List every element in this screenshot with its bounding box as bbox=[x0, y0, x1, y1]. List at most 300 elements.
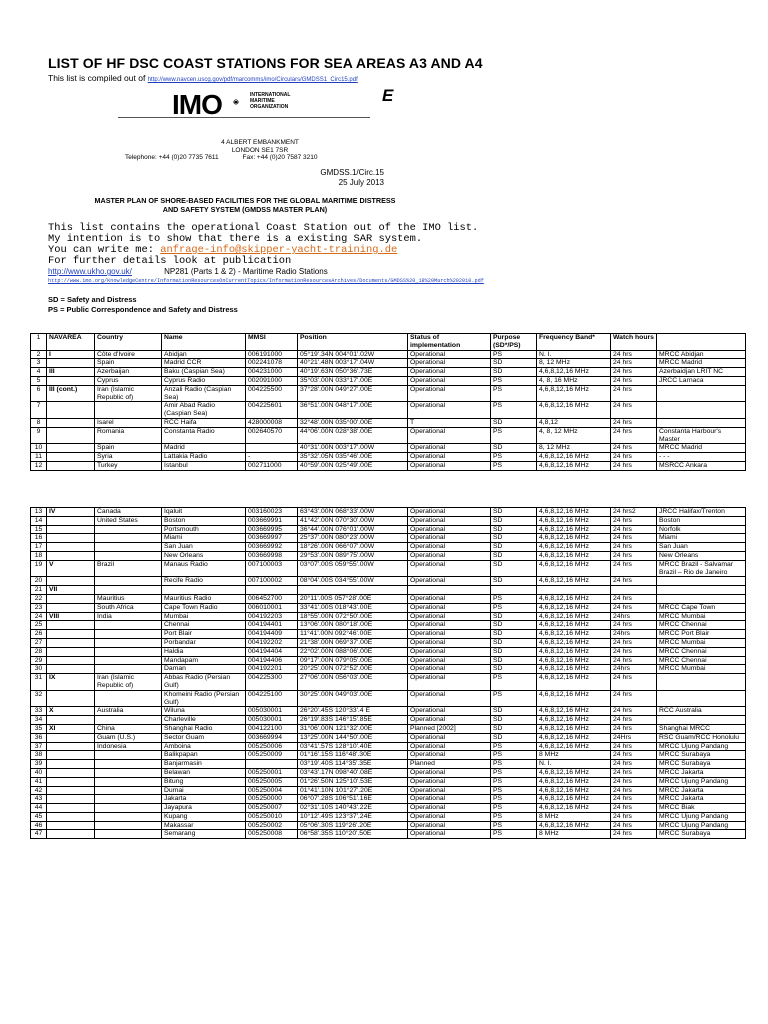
table-row bbox=[31, 777, 746, 786]
table-cell: 007100003 bbox=[246, 560, 298, 577]
table-cell bbox=[47, 760, 95, 769]
table-cell bbox=[47, 812, 95, 821]
table-cell bbox=[246, 760, 298, 769]
table-cell: 4,6,8,12,16 MHz bbox=[537, 453, 611, 462]
table-row bbox=[31, 716, 746, 725]
table-cell: 45 bbox=[31, 812, 47, 821]
language-marker: E bbox=[382, 86, 394, 105]
table-cell: Operational bbox=[408, 647, 491, 656]
table-cell bbox=[47, 786, 95, 795]
table-cell: SD bbox=[491, 444, 537, 453]
table-cell: Cyprus Radio bbox=[162, 376, 246, 385]
table-cell: 25°37'.00N 080°23'.00W bbox=[298, 534, 408, 543]
table-cell: 06°58'.35S 110°20'.50E bbox=[298, 830, 408, 839]
header-divider bbox=[118, 117, 370, 118]
table-cell: 30°25'.00N 049°03'.00E bbox=[298, 690, 408, 707]
table-cell: JRCC Halifax/Trenton bbox=[657, 508, 746, 517]
table-cell bbox=[47, 638, 95, 647]
table-cell bbox=[611, 586, 657, 595]
table-cell: RCC Australia bbox=[657, 707, 746, 716]
table-cell: Banjarmasin bbox=[162, 760, 246, 769]
table-cell: 005250009 bbox=[246, 751, 298, 760]
table-cell: MRCC Mumbai bbox=[657, 665, 746, 674]
table-cell: MRCC Surabaya bbox=[657, 751, 746, 760]
table-cell: 46 bbox=[31, 821, 47, 830]
table-cell: 21 bbox=[31, 586, 47, 595]
table-cell: 002091000 bbox=[246, 376, 298, 385]
table-cell: 24 hrs bbox=[611, 647, 657, 656]
table-cell: 003669991 bbox=[246, 516, 298, 525]
table-cell: Operational bbox=[408, 594, 491, 603]
table-cell: 24 hrs bbox=[611, 768, 657, 777]
table-cell: PS bbox=[491, 751, 537, 760]
table-cell: 24 hrs bbox=[611, 707, 657, 716]
table-cell: 4,6,8,12,16 MHz bbox=[537, 461, 611, 470]
table-cell: PS bbox=[491, 402, 537, 419]
table-cell: Miami bbox=[657, 534, 746, 543]
table-cell: Kupang bbox=[162, 812, 246, 821]
table-cell: Boston bbox=[162, 516, 246, 525]
table-cell: 24 hrs bbox=[611, 716, 657, 725]
table-cell bbox=[47, 830, 95, 839]
table-cell: PS bbox=[491, 427, 537, 444]
compiled-from-line bbox=[48, 73, 358, 83]
table-cell: 19 bbox=[31, 560, 47, 577]
imo-logo-text: IMO bbox=[172, 89, 222, 120]
table-cell: Operational bbox=[408, 804, 491, 813]
table-cell: 24 hrs bbox=[611, 461, 657, 470]
table-cell bbox=[95, 760, 162, 769]
table-cell: PS bbox=[491, 760, 537, 769]
table-cell: Shanghai MRCC bbox=[657, 724, 746, 733]
table-cell bbox=[95, 777, 162, 786]
table-cell: 10 bbox=[31, 444, 47, 453]
table-cell bbox=[47, 777, 95, 786]
table-cell bbox=[47, 733, 95, 742]
table-row bbox=[31, 656, 746, 665]
table-cell: Turkey bbox=[95, 461, 162, 470]
ukho-link[interactable]: http://www.ukho.gov.uk/ bbox=[48, 267, 132, 276]
table-cell: 24 hrs bbox=[611, 359, 657, 368]
table-cell bbox=[47, 751, 95, 760]
table-cell: 24 hrs bbox=[611, 560, 657, 577]
table-cell: 005250010 bbox=[246, 812, 298, 821]
table-cell bbox=[47, 768, 95, 777]
table-cell bbox=[47, 516, 95, 525]
table-cell bbox=[95, 543, 162, 552]
table-cell: 4,6,8,12,16 MHz bbox=[537, 525, 611, 534]
table-cell: SD bbox=[491, 508, 537, 517]
table-cell: 32 bbox=[31, 690, 47, 707]
table-cell: MRCC Jakarta bbox=[657, 795, 746, 804]
table-cell: SD bbox=[491, 359, 537, 368]
table-cell: 004194404 bbox=[246, 647, 298, 656]
table-cell: 007100002 bbox=[246, 577, 298, 586]
table-cell: 24 hrs bbox=[611, 603, 657, 612]
table-cell bbox=[95, 716, 162, 725]
table-cell bbox=[95, 665, 162, 674]
table-cell: Operational bbox=[408, 786, 491, 795]
table-cell: 22°02'.00N 088°06'.00E bbox=[298, 647, 408, 656]
table-cell: VIII bbox=[47, 612, 95, 621]
table-cell: 005030001 bbox=[246, 707, 298, 716]
table-cell: 39 bbox=[31, 760, 47, 769]
table-cell: PS bbox=[491, 350, 537, 359]
table-cell: 24 hrs bbox=[611, 551, 657, 560]
table-cell bbox=[657, 586, 746, 595]
table-cell: Romania bbox=[95, 427, 162, 444]
table-cell: 01°41'.10N 101°27'.20E bbox=[298, 786, 408, 795]
table-cell: 004225300 bbox=[246, 674, 298, 691]
table-cell: Wiluna bbox=[162, 707, 246, 716]
table-cell: San Juan bbox=[162, 543, 246, 552]
table-cell: 33°41'.00S 018°43'.00E bbox=[298, 603, 408, 612]
table-cell: 42 bbox=[31, 786, 47, 795]
table-cell bbox=[47, 821, 95, 830]
table-cell bbox=[47, 543, 95, 552]
table-cell: 14 bbox=[31, 516, 47, 525]
table-cell: 003669997 bbox=[246, 534, 298, 543]
table-cell: 11°41'.00N 092°46'.00E bbox=[298, 630, 408, 639]
table-cell: 4,6,8,12,16 MHz bbox=[537, 690, 611, 707]
table-row bbox=[31, 742, 746, 751]
table-cell: 27°06'.00N 056°03'.00E bbox=[298, 674, 408, 691]
table-row bbox=[31, 586, 746, 595]
table-row bbox=[31, 551, 746, 560]
table-cell: Norfolk bbox=[657, 525, 746, 534]
table-cell: 35°32'.05N 035°46'.00E bbox=[298, 453, 408, 462]
compiled-source-link[interactable]: http://www.navcen.uscg.gov/pdf/marcomms/imo/Circulars/GMDSS1_Circ15.pdf bbox=[147, 77, 358, 83]
table-cell: 24 hrs bbox=[611, 830, 657, 839]
table-cell: 24hrs bbox=[611, 630, 657, 639]
table-row bbox=[31, 665, 746, 674]
table-cell: 24 hrs bbox=[611, 525, 657, 534]
table-cell: MRCC Abidjan bbox=[657, 350, 746, 359]
table-cell: 44 bbox=[31, 804, 47, 813]
table-cell: Operational bbox=[408, 444, 491, 453]
table-cell: Operational bbox=[408, 733, 491, 742]
table-cell: 36°44'.00N 076°01'.00W bbox=[298, 525, 408, 534]
table-row bbox=[31, 603, 746, 612]
table-cell: 24 hrs bbox=[611, 760, 657, 769]
table-cell: 24 hrs bbox=[611, 543, 657, 552]
table-cell bbox=[47, 656, 95, 665]
table-row bbox=[31, 402, 746, 419]
purpose-legend bbox=[48, 295, 238, 315]
table-cell: MRCC Brazil - Salvamar Brazil – Rio de Janeiro bbox=[657, 560, 746, 577]
table-cell: 003669995 bbox=[246, 525, 298, 534]
table-cell bbox=[95, 586, 162, 595]
table-cell: Planned [2002] bbox=[408, 724, 491, 733]
table-cell: 24 hrs bbox=[611, 804, 657, 813]
table-cell: 4,6,8,12,16 MHz bbox=[537, 577, 611, 586]
table-cell bbox=[47, 359, 95, 368]
table-cell: Miami bbox=[162, 534, 246, 543]
table-cell bbox=[47, 621, 95, 630]
table-cell: 24 hrs bbox=[611, 385, 657, 402]
table-cell: 4,6,8,12,16 MHz bbox=[537, 716, 611, 725]
table-cell bbox=[162, 586, 246, 595]
table-cell: 24 hrs bbox=[611, 777, 657, 786]
table-cell: Operational bbox=[408, 638, 491, 647]
table-cell: 05°19'.34N 004°01'.02W bbox=[298, 350, 408, 359]
table-cell: Operational bbox=[408, 812, 491, 821]
table-cell: 004231000 bbox=[246, 368, 298, 377]
circular-date: 25 July 2013 bbox=[338, 178, 384, 187]
table-cell: 8, 12 MHz bbox=[537, 359, 611, 368]
contact-email-link[interactable]: anfrage-info@skipper-yacht-training.de bbox=[160, 244, 398, 256]
table-cell bbox=[47, 742, 95, 751]
table-cell: 05°06'.30S 119°26'.20E bbox=[298, 821, 408, 830]
table-cell: Operational bbox=[408, 656, 491, 665]
table-cell: Lattakia Radio bbox=[162, 453, 246, 462]
table-cell bbox=[408, 586, 491, 595]
np-publication: NP281 (Parts 1 & 2) - Maritime Radio Stations bbox=[164, 267, 328, 276]
table-cell: 24 hrs bbox=[611, 516, 657, 525]
table-cell: MSRCC Ankara bbox=[657, 461, 746, 470]
table-cell: 24Hrs bbox=[611, 733, 657, 742]
table-cell: 004192202 bbox=[246, 638, 298, 647]
table-cell: 38 bbox=[31, 751, 47, 760]
table-row bbox=[31, 453, 746, 462]
table-cell: China bbox=[95, 724, 162, 733]
table-cell: 15 bbox=[31, 525, 47, 534]
table-cell bbox=[47, 716, 95, 725]
table-cell: New Orleans bbox=[162, 551, 246, 560]
table-cell bbox=[95, 402, 162, 419]
table-row bbox=[31, 368, 746, 377]
table-row bbox=[31, 543, 746, 552]
org-line: ORGANIZATION bbox=[250, 104, 289, 110]
table-cell bbox=[47, 665, 95, 674]
table-cell: MRCC Ujung Pandang bbox=[657, 812, 746, 821]
table-cell: V bbox=[47, 560, 95, 577]
table-cell: XI bbox=[47, 724, 95, 733]
table-row bbox=[31, 376, 746, 385]
table-cell: Operational bbox=[408, 534, 491, 543]
table-header bbox=[31, 334, 746, 351]
table-cell: Operational bbox=[408, 768, 491, 777]
fax: Fax: +44 (0)20 7587 3210 bbox=[242, 154, 318, 161]
table-cell: Spain bbox=[95, 359, 162, 368]
header-cell: Position bbox=[298, 334, 408, 351]
table-cell: Portsmouth bbox=[162, 525, 246, 534]
table-cell: Amboina bbox=[162, 742, 246, 751]
table-cell: 47 bbox=[31, 830, 47, 839]
table-cell: 08°04'.00S 034°55'.00W bbox=[298, 577, 408, 586]
table-cell: Mandapam bbox=[162, 656, 246, 665]
table-cell: Semarang bbox=[162, 830, 246, 839]
table-cell: Daman bbox=[162, 665, 246, 674]
table-cell: 24 hrs bbox=[611, 577, 657, 586]
circular-number: GMDSS.1/Circ.15 bbox=[320, 168, 384, 177]
table-cell: 8 bbox=[31, 418, 47, 427]
coast-stations-table-1 bbox=[30, 333, 746, 471]
table-cell: Operational bbox=[408, 359, 491, 368]
table-cell bbox=[657, 716, 746, 725]
table-cell: Operational bbox=[408, 350, 491, 359]
table-cell: Haldia bbox=[162, 647, 246, 656]
table-cell: MRCC Chennai bbox=[657, 621, 746, 630]
table-cell: 4,6,8,12,16 MHz bbox=[537, 508, 611, 517]
table-cell: 4,6,8,12,16 MHz bbox=[537, 665, 611, 674]
table-cell: Jakarta bbox=[162, 795, 246, 804]
table-cell: MRCC Surabaya bbox=[657, 760, 746, 769]
table-cell: - - - bbox=[657, 453, 746, 462]
table-cell: MRCC Jakarta bbox=[657, 768, 746, 777]
table-cell: Côte d'Ivoire bbox=[95, 350, 162, 359]
table-cell: N. I. bbox=[537, 760, 611, 769]
table-cell: 22 bbox=[31, 594, 47, 603]
table-cell: MRCC Madrid bbox=[657, 359, 746, 368]
table-cell bbox=[47, 418, 95, 427]
table-cell: Iran (Islamic Republic of) bbox=[95, 385, 162, 402]
table-cell: 30 bbox=[31, 665, 47, 674]
imo-address bbox=[125, 139, 355, 162]
table-cell: PS bbox=[491, 385, 537, 402]
table-cell: PS bbox=[491, 594, 537, 603]
table-cell: Operational bbox=[408, 402, 491, 419]
table-cell: Operational bbox=[408, 368, 491, 377]
table-cell: 41 bbox=[31, 777, 47, 786]
table-cell: 004194401 bbox=[246, 621, 298, 630]
table-cell: PS bbox=[491, 742, 537, 751]
table-cell: PS bbox=[491, 461, 537, 470]
table-cell: PS bbox=[491, 690, 537, 707]
table-cell: Sector Guam bbox=[162, 733, 246, 742]
table-cell: MRCC Ujung Pandang bbox=[657, 821, 746, 830]
table-cell: 17 bbox=[31, 543, 47, 552]
table-row bbox=[31, 786, 746, 795]
table-row bbox=[31, 795, 746, 804]
table-cell: III bbox=[47, 368, 95, 377]
table-cell: Madrid CCR bbox=[162, 359, 246, 368]
table-cell: Syria bbox=[95, 453, 162, 462]
table-cell: PS bbox=[491, 795, 537, 804]
table-cell bbox=[47, 461, 95, 470]
table-cell: SD bbox=[491, 630, 537, 639]
table-cell: 13°25'.00N 144°50'.00E bbox=[298, 733, 408, 742]
table-cell bbox=[95, 804, 162, 813]
table-cell: 36 bbox=[31, 733, 47, 742]
table-cell bbox=[95, 830, 162, 839]
table-cell: 5 bbox=[31, 376, 47, 385]
table-cell: Mauritius Radio bbox=[162, 594, 246, 603]
table-cell: MRCC Port Blair bbox=[657, 630, 746, 639]
table-row bbox=[31, 812, 746, 821]
table-cell: New Orleans bbox=[657, 551, 746, 560]
imo-archive-link[interactable]: http://www.imo.org/KnowledgeCentre/InformationResourcesOnCurrentTopics/InformationResourcesArchives/Documents/GMDSS%20_18%20March%202010.pdf bbox=[48, 278, 484, 284]
table-cell: 002640570 bbox=[246, 427, 298, 444]
table-cell: 34 bbox=[31, 716, 47, 725]
table-cell: Mauritius bbox=[95, 594, 162, 603]
table-row bbox=[31, 674, 746, 691]
table-cell bbox=[657, 674, 746, 691]
table-cell: 24 hrs bbox=[611, 812, 657, 821]
table-cell: Manaus Radio bbox=[162, 560, 246, 577]
table-cell: 4, 8, 16 MHz bbox=[537, 376, 611, 385]
table-cell: Boston bbox=[657, 516, 746, 525]
table-cell: Isarel bbox=[95, 418, 162, 427]
table-cell: Porbandar bbox=[162, 638, 246, 647]
table-cell: IV bbox=[47, 508, 95, 517]
table-cell: 7 bbox=[31, 402, 47, 419]
table-cell: Iqaluit bbox=[162, 508, 246, 517]
table-cell: MRCC Chennai bbox=[657, 656, 746, 665]
table-cell: 24 hrs bbox=[611, 534, 657, 543]
publication-line bbox=[48, 267, 328, 276]
table-cell: SD bbox=[491, 647, 537, 656]
table-cell: 13 bbox=[31, 508, 47, 517]
table-cell: III (cont.) bbox=[47, 385, 95, 402]
table-row bbox=[31, 534, 746, 543]
table-cell: South Africa bbox=[95, 603, 162, 612]
table-cell: Amir Abad Radio (Caspian Sea) bbox=[162, 402, 246, 419]
table-cell: SD bbox=[491, 656, 537, 665]
table-cell: 4,6,8,12,16 MHz bbox=[537, 804, 611, 813]
table-cell: Operational bbox=[408, 376, 491, 385]
table-cell: PS bbox=[491, 777, 537, 786]
table-row bbox=[31, 768, 746, 777]
table-cell: 31 bbox=[31, 674, 47, 691]
table-cell bbox=[95, 638, 162, 647]
table-cell bbox=[47, 444, 95, 453]
table-cell: 006452700 bbox=[246, 594, 298, 603]
note-prefix: You can write me: bbox=[48, 244, 161, 256]
imo-organization-name bbox=[250, 92, 290, 110]
header-cell: NAVAREA bbox=[47, 334, 95, 351]
table-cell: Istanbul bbox=[162, 461, 246, 470]
table-cell: 3 bbox=[31, 359, 47, 368]
table-cell: SD bbox=[491, 707, 537, 716]
author-notes bbox=[48, 223, 478, 267]
table-cell: RCC Haifa bbox=[162, 418, 246, 427]
table-cell: 4,6,8,12,16 MHz bbox=[537, 516, 611, 525]
table-cell: SD bbox=[491, 560, 537, 577]
org-line: INTERNATIONAL bbox=[250, 92, 291, 98]
table-cell bbox=[47, 577, 95, 586]
table-cell: 4,6,8,12,16 MHz bbox=[537, 638, 611, 647]
header-cell bbox=[657, 334, 746, 351]
table-cell: Operational bbox=[408, 543, 491, 552]
table-cell: SD bbox=[491, 724, 537, 733]
table-cell: 005250002 bbox=[246, 821, 298, 830]
table-cell: Jayapura bbox=[162, 804, 246, 813]
table-cell: India bbox=[95, 612, 162, 621]
table-cell: SD bbox=[491, 516, 537, 525]
table-cell: 8 MHz bbox=[537, 830, 611, 839]
table-cell: 31°06'.00N 121°32'.00E bbox=[298, 724, 408, 733]
table-cell bbox=[657, 385, 746, 402]
table-cell: 4,6,8,12,16 MHz bbox=[537, 612, 611, 621]
table-cell: 41°42'.00N 070°30'.00W bbox=[298, 516, 408, 525]
table-cell: Australia bbox=[95, 707, 162, 716]
table-cell: Operational bbox=[408, 560, 491, 577]
legend-sd: SD = Safety and Distress bbox=[48, 295, 137, 304]
table-cell: 32°48'.00N 035°00'.00E bbox=[298, 418, 408, 427]
table-cell: Operational bbox=[408, 385, 491, 402]
table-cell: 24 hrs bbox=[611, 656, 657, 665]
table-cell bbox=[47, 690, 95, 707]
imo-emblem-icon bbox=[226, 91, 246, 113]
table-cell: MRCC Madrid bbox=[657, 444, 746, 453]
table-cell: JRCC Larnaca bbox=[657, 376, 746, 385]
table-cell: Mumbai bbox=[162, 612, 246, 621]
table-cell: 004122100 bbox=[246, 724, 298, 733]
table-cell: 4,8,12 bbox=[537, 418, 611, 427]
table-row bbox=[31, 707, 746, 716]
table-cell: 005250005 bbox=[246, 777, 298, 786]
